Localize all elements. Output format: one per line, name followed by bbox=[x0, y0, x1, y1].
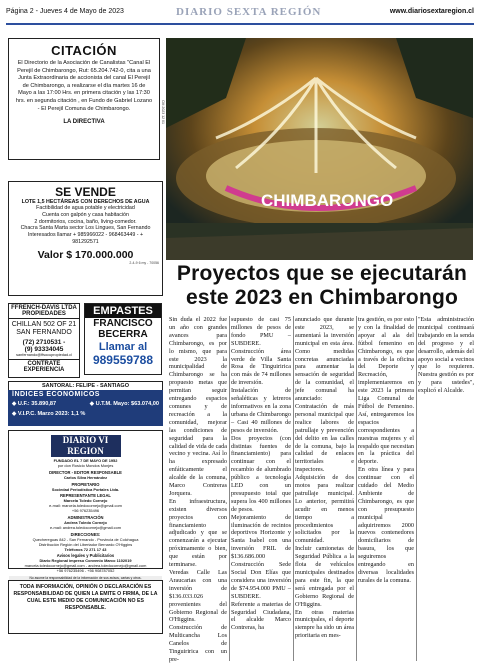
ffrench-phone-1: (72) 2710531 - bbox=[22, 339, 66, 346]
empastes-name-2: BECERRA bbox=[98, 329, 148, 340]
legal-label: REPRESENTANTE LEGAL bbox=[60, 493, 111, 499]
article-column-3: anunciado que durante este 2023, se aumentará la inversión municipal en esta área. Como medidas concretas anunciadas para aumentar la sensación de seguridad de la comunidad, el jefe comunal ha anunciado: Contratación de más personal municipal que realice labores de patrullaje y prevención del delito en las calles de la comuna, bajo la calidad de enlaces territoriales e inspectores. Adquisición de dos motos para realizar patrullaje municipal. Lo anterior, permitirá acudir en menos tiempo a procedimientos solicitados por la comunidad. Incluir camionetas de Seguridad Pública a la flota de vehículos municipales destinados para este fin, la que será entregada por el Gobierno Regional de O'Higgins. En otras materias municipales, el deporte siempre ha sido un área prioritaria en mes- bbox=[295, 316, 354, 640]
admin-label: ADMINISTRACIÓN bbox=[67, 515, 104, 521]
citacion-body: El Directorio de la Asociación de Canalistas "Canal El Perejil de Chimbarongo, Rut: 65.204.742-0, cita a una Junta Extraordinaria de accionista del canal El Perejil de Chimbarongo, a realizarse el día martes 16 de Mayo a las 17:00 Hrs. en primera citación y las 17:30 hrs. en segunda citación , en Fundo de Gabriel Lozano - El Perejil Comuna de Chimbarongo. bbox=[15, 60, 153, 112]
owner-label: PROPIETARIO bbox=[71, 481, 100, 487]
citacion-code: CM 2023 12 01 bbox=[161, 100, 165, 124]
venta-line: 981292571 bbox=[72, 238, 99, 245]
empastes-name-1: FRANCISCO bbox=[93, 318, 153, 329]
indice-ipc: ◆ V.I.P.C. Marzo 2023: 1,1 % bbox=[12, 411, 86, 417]
address-2: Distribución Región del Libertador Bernardo O'Higgins bbox=[38, 541, 133, 547]
column-divider bbox=[416, 316, 417, 661]
diamond-icon: ◆ bbox=[12, 411, 18, 417]
admin-email: e-mail: andrea.toledocornejo@gmail.com bbox=[50, 524, 121, 530]
admin: Andrea Toledo Cornejo bbox=[64, 519, 107, 525]
avisos-label: Avisos legales y Publicitarios bbox=[56, 553, 115, 559]
disclaimer-box bbox=[8, 580, 163, 634]
telephones: Teléfonos 72 271 17 43 bbox=[64, 546, 107, 552]
venta-line: 2 dormitorios, cocina, baño, living-comedor. bbox=[34, 218, 137, 225]
newspaper-name: DIARIO SEXTA REGIÓN bbox=[176, 6, 322, 18]
director-label: DIRECTOR - EDITOR RESPONSABLE bbox=[49, 469, 122, 475]
address-1: Quechereguas 842 - San Fernando - Provincia de Colchagua bbox=[32, 536, 139, 542]
page-header bbox=[6, 5, 474, 25]
citacion-notice bbox=[8, 38, 160, 160]
website-link[interactable]: www.diariosextaregion.cl bbox=[389, 8, 474, 15]
venta-line: Chacra Santa Marta sector Los Lingues, San Fernando bbox=[20, 225, 151, 232]
owner: Sociedad Periodística Portales Ltda. bbox=[51, 486, 120, 492]
empastes-title: EMPASTES bbox=[85, 304, 161, 318]
column-divider bbox=[229, 316, 230, 661]
column-divider bbox=[356, 316, 357, 661]
venta-line: Factibilidad de agua potable y electricidad bbox=[36, 205, 135, 211]
fountain-photo bbox=[166, 38, 473, 260]
ffrench-phone-2: (9) 93334045 bbox=[24, 346, 64, 353]
newspaper-logo: DIARIO VI REGION bbox=[51, 435, 121, 457]
ffrench-email: sanfernando@ffsocupropiedad.cl bbox=[16, 353, 72, 357]
article-column-1: Sin duda el 2022 fue un año con grandes avances para Chimbarongo, es por lo mismo, que para este 2023 la municipalidad de Chimbarongo se ha propuesto metas que permitan seguir entregando espacios comunes y de recreación a la comunidad, mejorar las condiciones de seguridad para la calidad de vida de cada vecino y vecina. Así lo ha expresado enfáticamente el alcalde de la comuna, Marco Contreras Jorquera. En infraestructura, existen diversos proyectos con financiamiento adjudicado y que se comenzarán a ejecutar próximamente o bien, que están por terminarse. Veredas Calle Las Araucarias con una inversión de $136.033.026 provenientes del Gobierno Regional de O'Higgins. Construcción de Multicancha Los Canelos de Tinguiririca con un pre- bbox=[169, 316, 227, 663]
avisos-phone: +56 976235496 - +56 908787052 bbox=[56, 568, 115, 574]
legal-phone: +56 976235496 bbox=[71, 508, 100, 514]
santoral: SANTORAL: FELIPE - SANTIAGO bbox=[8, 381, 163, 391]
director: Carlos Silva Hernández bbox=[63, 474, 108, 480]
venta-line: Cuenta con galpón y casa habitación bbox=[42, 211, 129, 218]
diamond-icon: ◆ bbox=[12, 401, 18, 407]
masthead-disclaimer: No asume la responsabilidad de la información de sus avisos, cartas y otros. bbox=[9, 576, 162, 581]
diamond-icon: ◆ bbox=[89, 401, 96, 407]
citacion-signature: LA DIRECTIVA bbox=[63, 119, 105, 126]
avisos-email: marcela.toledocornejo@gmail.com - andrea.toledocornejo@gmail.com bbox=[24, 563, 147, 569]
founded: FUNDADO EL 7 DE MAYO DE 1952 bbox=[53, 458, 118, 463]
venta-line: Interesados llamar + 985966022 - 968463449 - + bbox=[27, 232, 144, 239]
article-column-5: "Esta administración municipal continuará trabajando en la senda del progreso y el desarrollo, además del apoyo social a vecinos que lo requieren. Nuestra gestión es por y para ustedes", explicó el Alcalde. bbox=[418, 316, 474, 395]
legal-email: e-mail: marcela.toledocornejo@gmail.com bbox=[49, 503, 122, 509]
legal-rep: Marcela Toledo Cornejo bbox=[63, 498, 108, 504]
fountain-illustration bbox=[166, 38, 473, 260]
indices-title: ÍNDICES ECONÓMICOS bbox=[12, 391, 100, 398]
indice-utm: ◆ U.T.M. Mayo: $63.074,00 bbox=[89, 401, 159, 407]
se-vende-ad bbox=[8, 181, 163, 296]
article-headline: Proyectos que se ejecutarán este 2023 en Chimbarongo bbox=[176, 262, 468, 309]
ffrench-title: FFRENCH-DAVIS LTDA PROPIEDADES bbox=[9, 304, 79, 319]
empastes-ad bbox=[84, 303, 162, 375]
article-column-2: supuesto de casi 75 millones de pesos de fondo PMU – SUBDERE. Construcción área verde de Villa Santa Rosa de Tinguiririca con más de 74 millones de inversión. Instalación de señaléticas y letreros informativos en la zona urbana de Chimbarongo – Casi 40 millones de pesos de inversión. Dos proyectos (con distintas fuentes de financiamiento) para continuar con el recambio de alumbrado público a tecnología LED con un presupuesto total que supera los 400 millones de pesos. Mejoramiento de iluminación de recintos deportivos Horizonte y Santa Isabel con una inversión FRIL de $136.686.000 Construcción Sede Social Don Elías que considera una inversión de $74.954.000 PMU – SUBDERE. Referente a materias de Seguridad Ciudadana, el alcalde Marco Contreras, ha bbox=[231, 316, 291, 632]
venta-title: SE VENDE bbox=[55, 185, 116, 199]
article-column-4: tra gestión, es por esto y con la finalidad de apoyar al ala del fútbol femenino en Chimbarongo, es que a través de la oficina del Deporte y Recreación, implementaremos en este 2023 la primera Liga Comunal de Fútbol de Femenino. Así, entregaremos los espacios correspondientes a nuestras mujeres y el respaldo que necesitan en la práctica del deporte. En otra línea y para continuar con el cuidado del Medio Ambiente de Chimbarongo, es que con presupuesto municipal adquiriremos 2000 nuevos contenedores domiciliarios de basura, los que seguiremos entregando en diversas localidades rurales de la comuna. bbox=[358, 316, 415, 584]
citacion-title: CITACIÓN bbox=[51, 43, 117, 58]
empastes-phone: 989559788 bbox=[92, 353, 154, 367]
dir-label: DIRECCIONES: bbox=[70, 531, 101, 537]
venta-code: 2-4-9 6 my - 70056 bbox=[129, 260, 159, 265]
venta-price: Valor $ 170.000.000 bbox=[37, 248, 134, 261]
masthead bbox=[8, 430, 163, 581]
ffrench-slogan: CONTRATE EXPERIENCIA bbox=[9, 359, 79, 373]
indices-economicos bbox=[8, 390, 163, 426]
ffrench-davis-ad bbox=[8, 303, 80, 378]
disclaimer-text: TODA INFORMACIÓN, OPINIÓN O DECLARACIÓN ES RESPONSABILIDAD DE QUIEN LA EMITE O FIRMA, DE LA CUAL ESTE MEDIO DE COMUNICACIÓN NO ES RESPONSABLE. bbox=[13, 584, 158, 611]
indice-uf: ◆ U.F.: 35.890,87 bbox=[12, 401, 57, 407]
page-date: Página 2 - Jueves 4 de Mayo de 2023 bbox=[6, 8, 124, 15]
founder: por don Rosicio Mondos Monjes bbox=[57, 462, 114, 468]
empastes-call: Llamar al bbox=[98, 341, 148, 353]
ffrench-address: CHILLAN 502 OF 21 SAN FERNANDO bbox=[11, 321, 77, 336]
avisos: Diario Regional impreso Convenio Marco 1102019 bbox=[39, 558, 132, 564]
venta-sub: LOTE 1,5 HECTÁREAS CON DERECHOS DE AGUA bbox=[21, 199, 150, 205]
column-divider bbox=[293, 316, 294, 661]
chimbarongo-sign: CHIMBARONGO bbox=[261, 191, 394, 210]
